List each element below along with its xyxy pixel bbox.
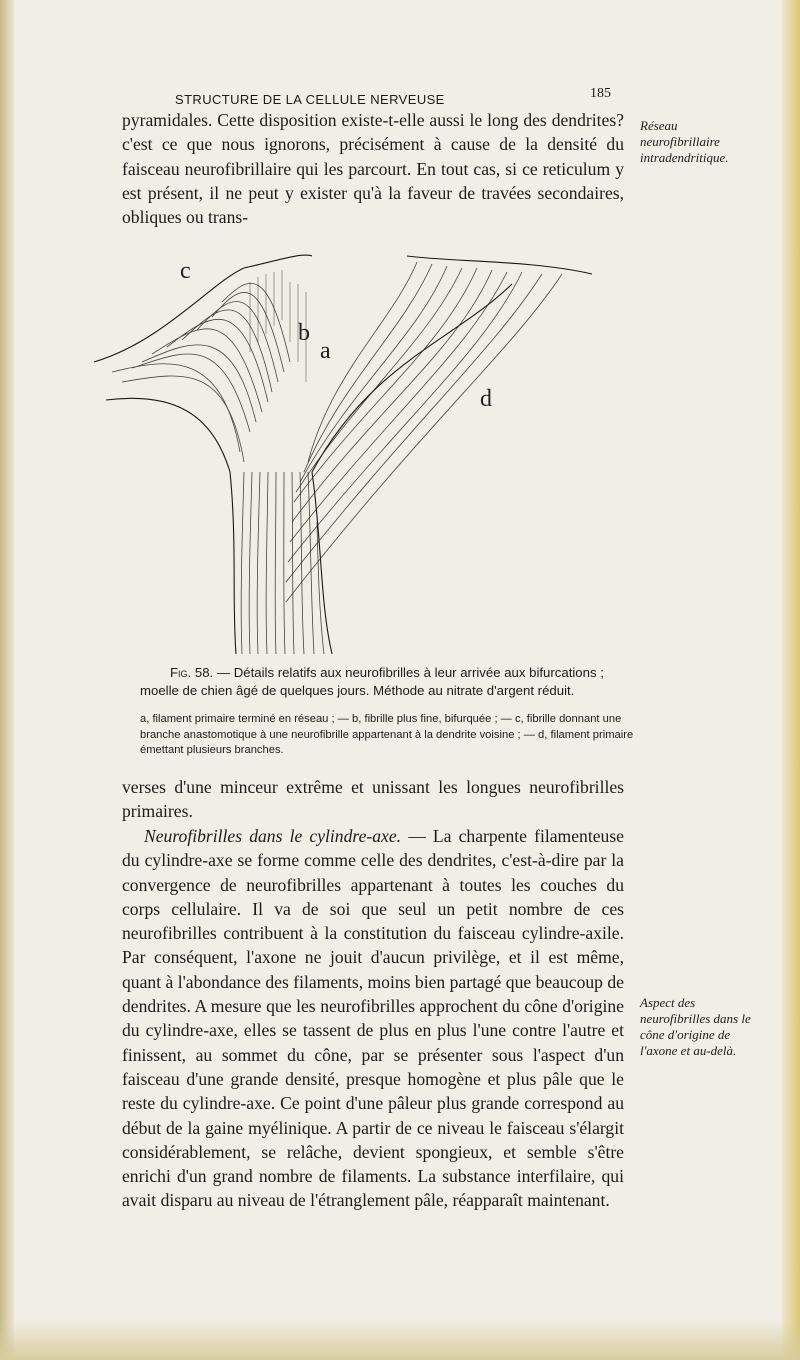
paragraph-3	[122, 824, 624, 1213]
margin-note-reseau: Réseau neurofibrillaire intradendritique.	[640, 118, 729, 165]
paragraph-2: verses d'une minceur extrême et unissant les longues neurofibrilles primaires.	[122, 777, 624, 822]
dendrite-left-outline-upper	[94, 268, 244, 362]
bifurcation-apex	[244, 255, 312, 268]
margin-note-aspect: Aspect des neurofibrilles dans le cône d'origine de l'axone et au-delà.	[640, 995, 751, 1058]
running-head: STRUCTURE DE LA CELLULE NERVEUSE	[175, 92, 445, 107]
page-edge-left	[0, 0, 14, 1360]
dendrite-right-outline-lower	[312, 284, 512, 472]
trunk-left-edge	[230, 472, 236, 654]
figure-label-b: b	[298, 320, 310, 346]
figure-label-c: c	[180, 258, 191, 284]
dendrite-left-outline-lower	[106, 398, 230, 472]
paragraph-3-title: Neurofibrilles dans le cylindre-axe.	[144, 826, 402, 846]
paragraph-1: pyramidales. Cette disposition existe-t-elle aussi le long des dendrites? c'est ce que nous ignorons, précisément à cause de la densité du faisceau neurofibrillaire qui les parcourt. En tout cas, si ce reticulum y est présent, il ne peut y exister qu'à la faveur de travées secondaires, obliques ou trans-	[122, 110, 624, 228]
figure-label-d: d	[480, 386, 492, 412]
dendrite-right-outline-upper	[407, 256, 592, 274]
figure-legend: a, filament primaire terminé en réseau ; — b, fibrille plus fine, bifurquée ; — c, fibrille donnant une branche anastomotique à une neurofibrille appartenant à la dendrite voisine ; — d, filament primaire émettant plusieurs branches.	[140, 713, 634, 756]
trunk-right-edge	[312, 472, 332, 654]
figure-caption-number: Fig. 58.	[170, 665, 214, 680]
page-edge-bottom	[0, 1320, 800, 1360]
page-edge-right	[782, 0, 800, 1360]
figure-caption	[140, 664, 640, 700]
figure-label-a: a	[320, 338, 331, 364]
figure-caption-text: — Détails relatifs aux neurofibrilles à leur arrivée aux bifurcations ; moelle de chien âgé de quelques jours. Méthode au nitrate d'argent réduit.	[140, 665, 604, 698]
figure-58-illustration	[72, 222, 672, 662]
paragraph-3-body: — La charpente filamenteuse du cylindre-axe se forme comme celle des dendrites, c'est-à-dire par la convergence de neurofibrilles appartenant à toutes les couches du corps cellulaire. Il va de soi que seul un petit nombre de ces neurofibrilles contribuent à la constitution du faisceau cylindre-axile. Par conséquent, l'axone ne jouit d'aucun privilège, et il est même, quant à l'abondance des filaments, moins bien partagé que beaucoup de dendrites. A mesure que les neurofibrilles approchent du cône d'origine du cylindre-axe, elles se tassent de plus en plus l'une contre l'autre et finissent, au sommet du cône, par se présenter sous l'aspect d'un faisceau d'une grande densité, presque homogène et plus pâle que le reste du cylindre-axe. Ce point d'une pâleur plus grande correspond au début de la gaine myélinique. A partir de ce niveau le faisceau s'élargit considérablement, se relâche, devient spongieux, et semble s'être enrichi d'un grand nombre de filaments. La substance interfilaire, qui avait disparu au niveau de l'étranglement pâle, réapparaît maintenant.	[122, 826, 624, 1211]
page-number: 185	[590, 86, 611, 101]
